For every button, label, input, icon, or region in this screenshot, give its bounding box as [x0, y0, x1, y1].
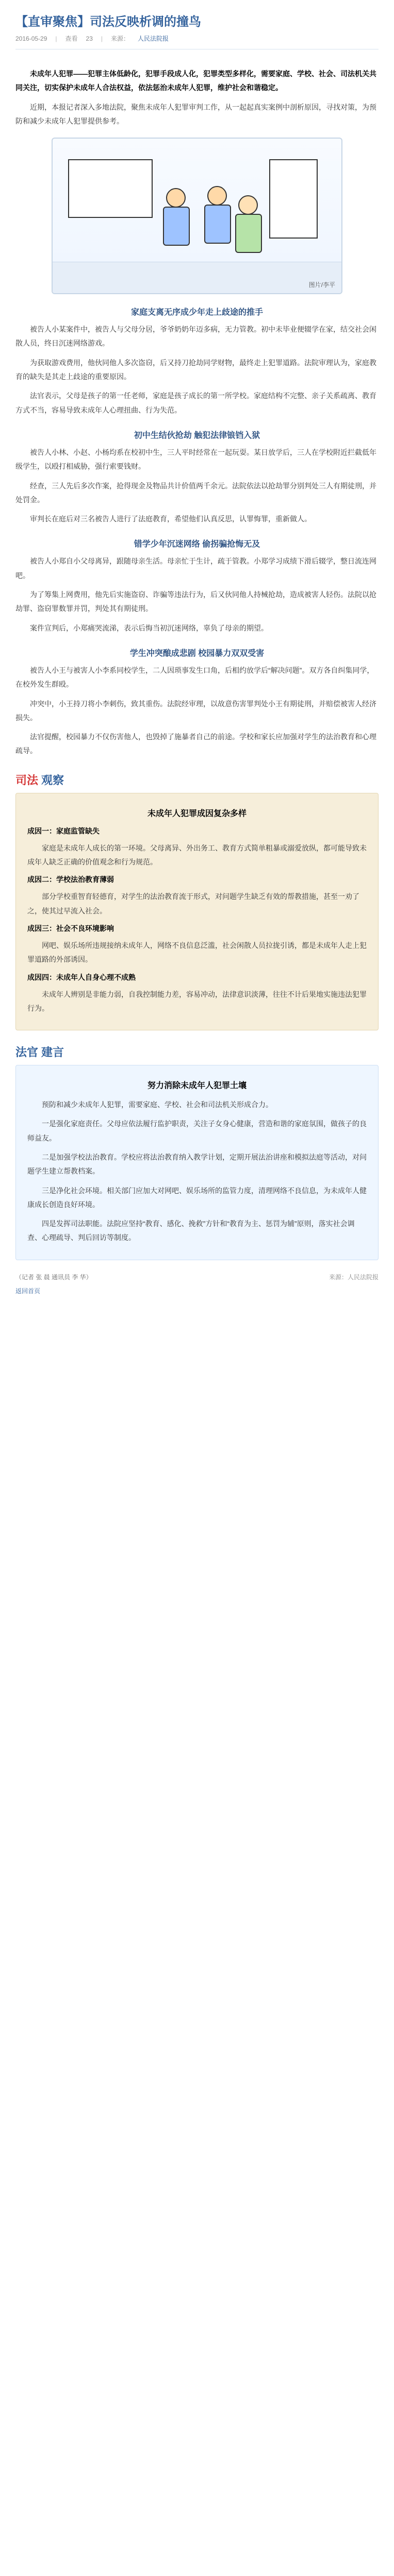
suggestion-para-3: 二是加强学校法治教育。学校应将法治教育纳入教学计划，定期开展法治讲座和模拟法庭等活动，对问题学生建立帮教档案。 [27, 1153, 367, 1176]
publish-date: 2016-05-29 [15, 35, 47, 42]
suggestion-para-2: 一是强化家庭责任。父母应依法履行监护职责，关注子女身心健康，营造和谐的家庭氛围，做孩子的良师益友。 [27, 1120, 367, 1142]
analysis-item-4-sub: 成因四：未成年人自身心理不成熟 [27, 973, 136, 981]
analysis-panel [15, 793, 379, 1030]
section-1-title: 家庭支离无序成少年走上歧途的推手 [130, 308, 263, 317]
section-1-para-3: 法官表示，父母是孩子的第一任老师，家庭是孩子成长的第一所学校。家庭结构不完整、亲子关系疏离、教育方式不当，容易导致未成年人心理扭曲、行为失范。 [15, 392, 376, 414]
analysis-item-4-text: 未成年人辨别是非能力弱，自我控制能力差，容易冲动，法律意识淡薄，往往不计后果地实施违法犯罪行为。 [27, 990, 367, 1012]
lead [15, 67, 379, 128]
back-home-link[interactable]: 返回首页 [15, 1287, 41, 1295]
analysis-band-label-1: 司法 [15, 773, 39, 787]
reporter-credit: （记者 张 晨 通讯员 李 华） [15, 1273, 92, 1281]
lead-body: 近期，本报记者深入多地法院，聚焦未成年人犯罪审判工作，从一起起真实案例中剖析原因，寻找对策，为预防和减少未成年人犯罪提供参考。 [15, 103, 376, 125]
suggestion-para-4: 三是净化社会环境。相关部门应加大对网吧、娱乐场所的监管力度，清理网络不良信息，为未成年人健康成长创造良好环境。 [27, 1186, 367, 1209]
footer-links [15, 1286, 379, 1295]
section-3-para-1: 被告人小郑自小父母离异，跟随母亲生活。母亲忙于生计，疏于管教。小郑学习成绩下滑后辍学，整日流连网吧。 [15, 557, 376, 580]
content-wrap [15, 0, 379, 1295]
article-header [15, 0, 379, 58]
illustration-person-3-head [238, 195, 258, 215]
section-2-para-1: 被告人小林、小赵、小杨均系在校初中生，三人平时经常在一起玩耍。某日放学后，三人在学校附近拦截低年级学生，以殴打相威胁，强行索要钱财。 [15, 448, 376, 471]
section-4-title: 学生冲突酿成悲剧 校园暴力双双受害 [129, 649, 265, 658]
suggestion-band-label-2: 建言 [41, 1046, 64, 1059]
illustration-door [269, 159, 318, 239]
footer-source: 来源：人民法院报 [329, 1273, 379, 1281]
suggestion-band-title [15, 1044, 379, 1060]
illustration [52, 138, 342, 294]
section-1-para-1: 被告人小某案件中，被告人与父母分居，爷爷奶奶年迈多病，无力管教。初中未毕业便辍学在家，结交社会闲散人员，终日沉迷网络游戏。 [15, 325, 376, 348]
section-3-title: 错学少年沉迷网络 偷拐骗抢悔无及 [134, 540, 260, 549]
illustration-window [68, 159, 153, 218]
source-name[interactable]: 人民法院报 [138, 35, 169, 42]
section-2-para-2: 经查，三人先后多次作案，抢得现金及物品共计价值两千余元。法院依法以抢劫罪分别判处三人有期徒刑，并处罚金。 [15, 481, 376, 504]
analysis-band-title [15, 772, 379, 788]
section-4-para-3: 法官提醒，校园暴力不仅伤害他人，也毁掉了施暴者自己的前途。学校和家长应加强对学生的法治教育和心理疏导。 [15, 733, 376, 755]
section-3-para-3: 案件宣判后，小郑痛哭流涕，表示后悔当初沉迷网络，辜负了母亲的期望。 [30, 623, 268, 632]
section-3 [15, 537, 379, 635]
article-meta [15, 34, 379, 43]
analysis-item-1-text: 家庭是未成年人成长的第一环境。父母离异、外出务工、教育方式简单粗暴或溺爱放纵，都可能导致未成年人缺乏正确的价值观念和行为规范。 [27, 843, 367, 867]
section-2-para-3: 审判长在庭后对三名被告人进行了法庭教育，希望他们认真反思，认罪悔罪，重新做人。 [30, 515, 311, 523]
analysis-item-4 [27, 972, 367, 1016]
illustration-person-1-head [166, 188, 186, 208]
article-footer [15, 1273, 379, 1281]
section-4-para-2: 冲突中，小王持刀将小李刺伤，致其重伤。法院经审理，以故意伤害罪判处小王有期徒刑，并赔偿被害人经济损失。 [15, 699, 376, 722]
illustration-floor [53, 262, 341, 293]
meta-separator-2: | [101, 35, 103, 42]
section-2-title: 初中生结伙抢劫 触犯法律锒铛入狱 [134, 431, 260, 440]
analysis-item-3-text: 网吧、娱乐场所违规接纳未成年人，网络不良信息泛滥，社会闲散人员拉拢引诱，都是未成年人走上犯罪道路的外部诱因。 [27, 941, 367, 964]
suggestion-para-1: 预防和减少未成年人犯罪，需要家庭、学校、社会和司法机关形成合力。 [42, 1100, 273, 1109]
sections [15, 306, 379, 758]
section-3-para-2: 为了筹集上网费用，他先后实施盗窃、诈骗等违法行为，后又伙同他人持械抢劫，造成被害人轻伤。法院以抢劫罪、盗窃罪数罪并罚，判处其有期徒刑。 [15, 590, 376, 613]
illustration-person-2-body [204, 205, 231, 244]
analysis-band-label-2: 观察 [41, 773, 64, 787]
analysis-item-1 [27, 826, 367, 870]
analysis-item-1-sub: 成因一：家庭监管缺失 [27, 826, 100, 835]
suggestion-band-label-1: 法官 [15, 1046, 39, 1059]
analysis-item-2-sub: 成因二：学校法治教育薄弱 [27, 875, 114, 884]
section-1 [15, 306, 379, 417]
analysis-item-2-text: 部分学校重智育轻德育，对学生的法治教育流于形式，对问题学生缺乏有效的帮教措施，甚至一劝了之，使其过早流入社会。 [27, 892, 359, 915]
illustration-person-2-head [207, 186, 227, 206]
illustration-caption: 图片/李平 [308, 281, 335, 289]
section-2 [15, 429, 379, 526]
analysis-title: 未成年人犯罪成因复杂多样 [147, 809, 247, 818]
lead-intro: 未成年人犯罪——犯罪主体低龄化，犯罪手段成人化，犯罪类型多样化，需要家庭、学校、社会、司法机关共同关注，切实保护未成年人合法权益，依法惩治未成年人犯罪，维护社会和谐稳定。 [15, 70, 376, 92]
section-4 [15, 647, 379, 758]
section-4-para-1: 被告人小王与被害人小李系同校学生，二人因琐事发生口角，后相约放学后“解决问题”。双方各自纠集同学，在校外发生群殴。 [15, 666, 374, 689]
suggestion-para-5: 四是发挥司法职能。法院应坚持“教育、感化、挽救”方针和“教育为主、惩罚为辅”原则，落实社会调查、心理疏导、判后回访等制度。 [27, 1219, 355, 1242]
suggestion-title: 努力消除未成年人犯罪土壤 [147, 1081, 247, 1091]
views-count: 23 [86, 35, 93, 42]
suggestion-panel [15, 1065, 379, 1260]
illustration-person-3-body [235, 214, 262, 253]
analysis-item-3 [27, 923, 367, 967]
analysis-item-3-sub: 成因三：社会不良环境影响 [27, 924, 114, 933]
source-label: 来源： [111, 35, 130, 42]
section-1-para-2: 为获取游戏费用，他伙同他人多次盗窃，后又持刀抢劫同学财物，最终走上犯罪道路。法院审理认为，家庭教育的缺失是其走上歧途的重要原因。 [15, 358, 376, 381]
views-label: 查看 [65, 35, 78, 42]
analysis-item-2 [27, 874, 367, 918]
illustration-person-1-body [163, 207, 190, 246]
article-title: 【直审聚焦】司法反映析调的撞鸟 [15, 15, 201, 29]
meta-separator: | [55, 35, 57, 42]
